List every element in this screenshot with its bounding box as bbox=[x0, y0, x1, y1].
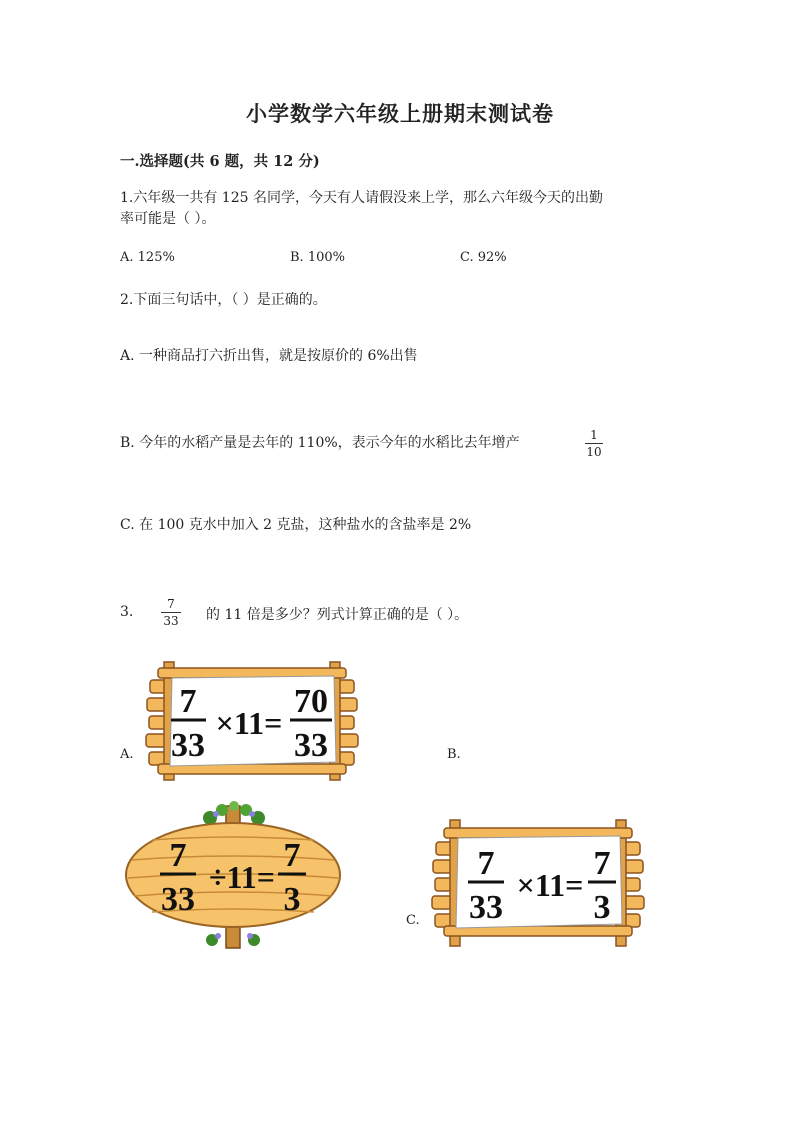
sign-a-numerator-2: 70 bbox=[294, 683, 328, 720]
question-1-line-2: 率可能是（ ）。 bbox=[120, 211, 216, 227]
sign-b-numerator-2: 7 bbox=[283, 837, 301, 874]
question-3-option-a-label: A. bbox=[120, 747, 134, 762]
question-2-stem: 2.下面三句话中，（ ）是正确的。 bbox=[120, 292, 327, 308]
sign-c-denominator-2: 3 bbox=[593, 889, 611, 926]
option-b-oval-sign bbox=[122, 800, 344, 950]
question-3-option-b-label: B. bbox=[447, 747, 461, 762]
question-3-option-c-label: C. bbox=[406, 913, 420, 928]
sign-c-operator: ×11= bbox=[516, 867, 584, 903]
sign-c-denominator-1: 33 bbox=[469, 889, 503, 926]
sign-b-denominator-2: 3 bbox=[283, 881, 301, 918]
sign-a-denominator-1: 33 bbox=[171, 727, 205, 764]
question-3-stem: 的 11 倍是多少？列式计算正确的是（ ）。 bbox=[206, 607, 469, 623]
fraction-denominator: 33 bbox=[163, 614, 179, 628]
question-3-number: 3. bbox=[120, 604, 134, 620]
question-1-option-b: B. 100% bbox=[290, 250, 345, 265]
fraction-numerator: 1 bbox=[590, 428, 598, 442]
sign-a-numerator-1: 7 bbox=[179, 683, 197, 720]
fraction-denominator: 10 bbox=[586, 445, 602, 459]
section-heading: 一.选择题(共 6 题，共 12 分) bbox=[120, 153, 320, 170]
question-1-line-1: 1.六年级一共有 125 名同学，今天有人请假没来上学，那么六年级今天的出勤 bbox=[120, 190, 603, 206]
sign-a-operator: ×11= bbox=[215, 705, 283, 741]
sign-c-numerator-1: 7 bbox=[477, 845, 495, 882]
sign-b-denominator-1: 33 bbox=[161, 881, 195, 918]
sign-c-numerator-2: 7 bbox=[593, 845, 611, 882]
question-2-option-b-fraction bbox=[584, 429, 604, 458]
question-1-option-a: A. 125% bbox=[120, 250, 175, 265]
question-2-option-b: B. 今年的水稻产量是去年的 110%，表示今年的水稻比去年增产 bbox=[120, 435, 520, 451]
question-2-option-a: A. 一种商品打六折出售，就是按原价的 6%出售 bbox=[120, 348, 418, 364]
sign-b-numerator-1: 7 bbox=[169, 837, 187, 874]
fraction-numerator: 7 bbox=[167, 597, 175, 611]
question-3-fraction bbox=[160, 598, 182, 627]
option-a-wooden-sign bbox=[144, 660, 360, 782]
question-2-option-c: C. 在 100 克水中加入 2 克盐，这种盐水的含盐率是 2% bbox=[120, 517, 472, 533]
page-title: 小学数学六年级上册期末测试卷 bbox=[246, 101, 554, 126]
option-c-wooden-sign bbox=[430, 818, 646, 948]
sign-a-denominator-2: 33 bbox=[294, 727, 328, 764]
question-1-option-c: C. 92% bbox=[460, 250, 507, 265]
sign-b-operator: ÷11= bbox=[208, 859, 276, 895]
